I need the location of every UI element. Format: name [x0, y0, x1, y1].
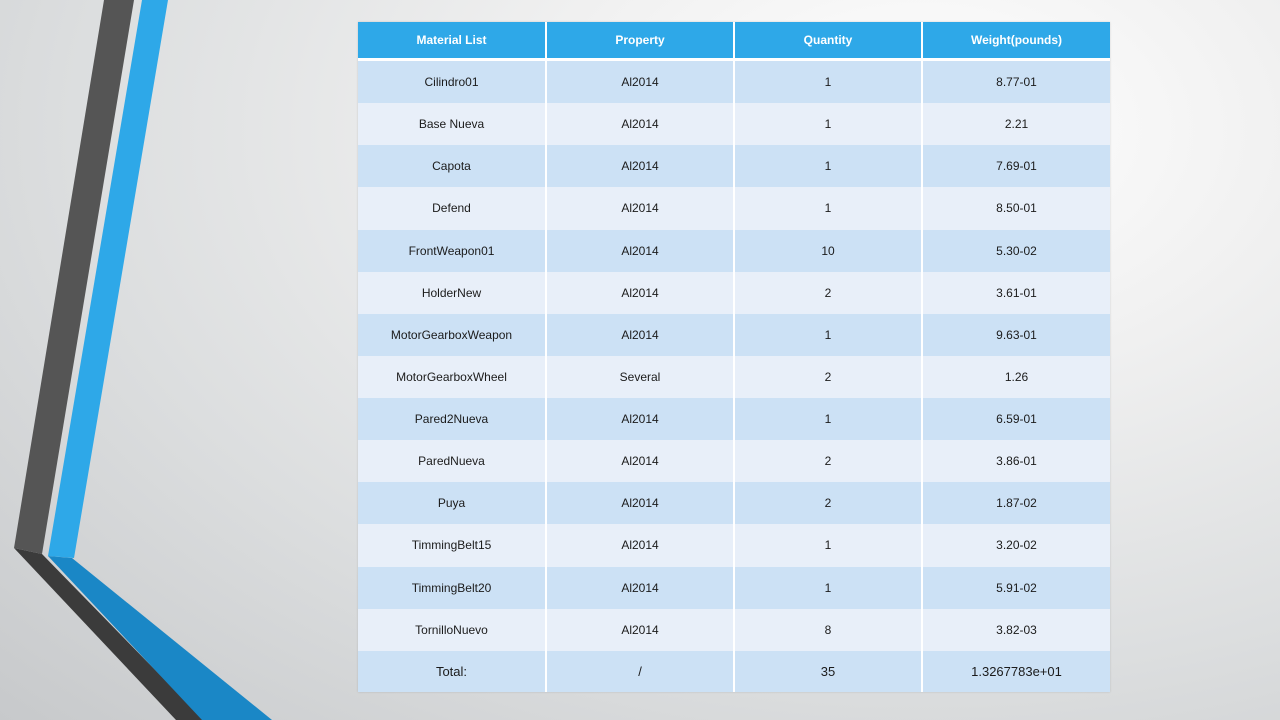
cell-quantity: 2: [734, 356, 922, 398]
cell-weight: 6.59-01: [922, 398, 1110, 440]
table-row: [358, 609, 1110, 651]
cell-quantity: 1: [734, 103, 922, 145]
cell-quantity: 2: [734, 272, 922, 314]
header-weight: Weight(pounds): [922, 22, 1110, 60]
cell-weight: 9.63-01: [922, 314, 1110, 356]
header-property: Property: [546, 22, 734, 60]
table-header-row: [358, 22, 1110, 60]
cell-material: ParedNueva: [358, 440, 546, 482]
cell-property: Al2014: [546, 272, 734, 314]
cell-weight: 1.87-02: [922, 482, 1110, 524]
cell-quantity: 10: [734, 230, 922, 272]
total-row: [358, 651, 1110, 692]
cell-weight: 7.69-01: [922, 145, 1110, 187]
cell-weight: 3.86-01: [922, 440, 1110, 482]
table-row: [358, 314, 1110, 356]
cell-quantity: 8: [734, 609, 922, 651]
cell-quantity: 1: [734, 314, 922, 356]
cell-material: TornilloNuevo: [358, 609, 546, 651]
table-row: [358, 524, 1110, 566]
cell-weight: 5.91-02: [922, 567, 1110, 609]
table-row: [358, 398, 1110, 440]
cell-material: Pared2Nueva: [358, 398, 546, 440]
cell-material: Cilindro01: [358, 60, 546, 104]
total-property: /: [546, 651, 734, 692]
cell-quantity: 1: [734, 567, 922, 609]
total-weight: 1.3267783e+01: [922, 651, 1110, 692]
table-row: [358, 187, 1110, 229]
table-row: [358, 356, 1110, 398]
cell-weight: 3.61-01: [922, 272, 1110, 314]
cell-weight: 8.77-01: [922, 60, 1110, 104]
cell-material: MotorGearboxWheel: [358, 356, 546, 398]
cell-property: Al2014: [546, 60, 734, 104]
cell-property: Several: [546, 356, 734, 398]
cell-quantity: 1: [734, 398, 922, 440]
cell-quantity: 2: [734, 440, 922, 482]
material-list-table: [358, 22, 1110, 692]
cell-property: Al2014: [546, 524, 734, 566]
table-row: [358, 230, 1110, 272]
cell-property: Al2014: [546, 314, 734, 356]
cell-material: MotorGearboxWeapon: [358, 314, 546, 356]
cell-property: Al2014: [546, 609, 734, 651]
cell-property: Al2014: [546, 187, 734, 229]
cell-property: Al2014: [546, 440, 734, 482]
cell-material: Capota: [358, 145, 546, 187]
cell-property: Al2014: [546, 398, 734, 440]
cell-material: Base Nueva: [358, 103, 546, 145]
cell-material: FrontWeapon01: [358, 230, 546, 272]
cell-property: Al2014: [546, 567, 734, 609]
cell-property: Al2014: [546, 103, 734, 145]
dark-stripe-lower: [14, 548, 204, 720]
table-row: [358, 103, 1110, 145]
table-row: [358, 145, 1110, 187]
total-label: Total:: [358, 651, 546, 692]
total-quantity: 35: [734, 651, 922, 692]
cell-quantity: 1: [734, 524, 922, 566]
cell-quantity: 2: [734, 482, 922, 524]
header-quantity: Quantity: [734, 22, 922, 60]
header-material-list: Material List: [358, 22, 546, 60]
cell-material: TimmingBelt15: [358, 524, 546, 566]
cell-quantity: 1: [734, 187, 922, 229]
cell-weight: 1.26: [922, 356, 1110, 398]
table-row: [358, 272, 1110, 314]
cell-quantity: 1: [734, 145, 922, 187]
table-row: [358, 567, 1110, 609]
cell-weight: 2.21: [922, 103, 1110, 145]
cell-material: Puya: [358, 482, 546, 524]
cell-material: HolderNew: [358, 272, 546, 314]
cell-material: TimmingBelt20: [358, 567, 546, 609]
cell-property: Al2014: [546, 482, 734, 524]
cell-property: Al2014: [546, 145, 734, 187]
cell-weight: 8.50-01: [922, 187, 1110, 229]
cell-weight: 3.82-03: [922, 609, 1110, 651]
cell-weight: 5.30-02: [922, 230, 1110, 272]
table-row: [358, 482, 1110, 524]
cell-property: Al2014: [546, 230, 734, 272]
cell-quantity: 1: [734, 60, 922, 104]
cell-weight: 3.20-02: [922, 524, 1110, 566]
table-row: [358, 60, 1110, 104]
cell-material: Defend: [358, 187, 546, 229]
table-row: [358, 440, 1110, 482]
